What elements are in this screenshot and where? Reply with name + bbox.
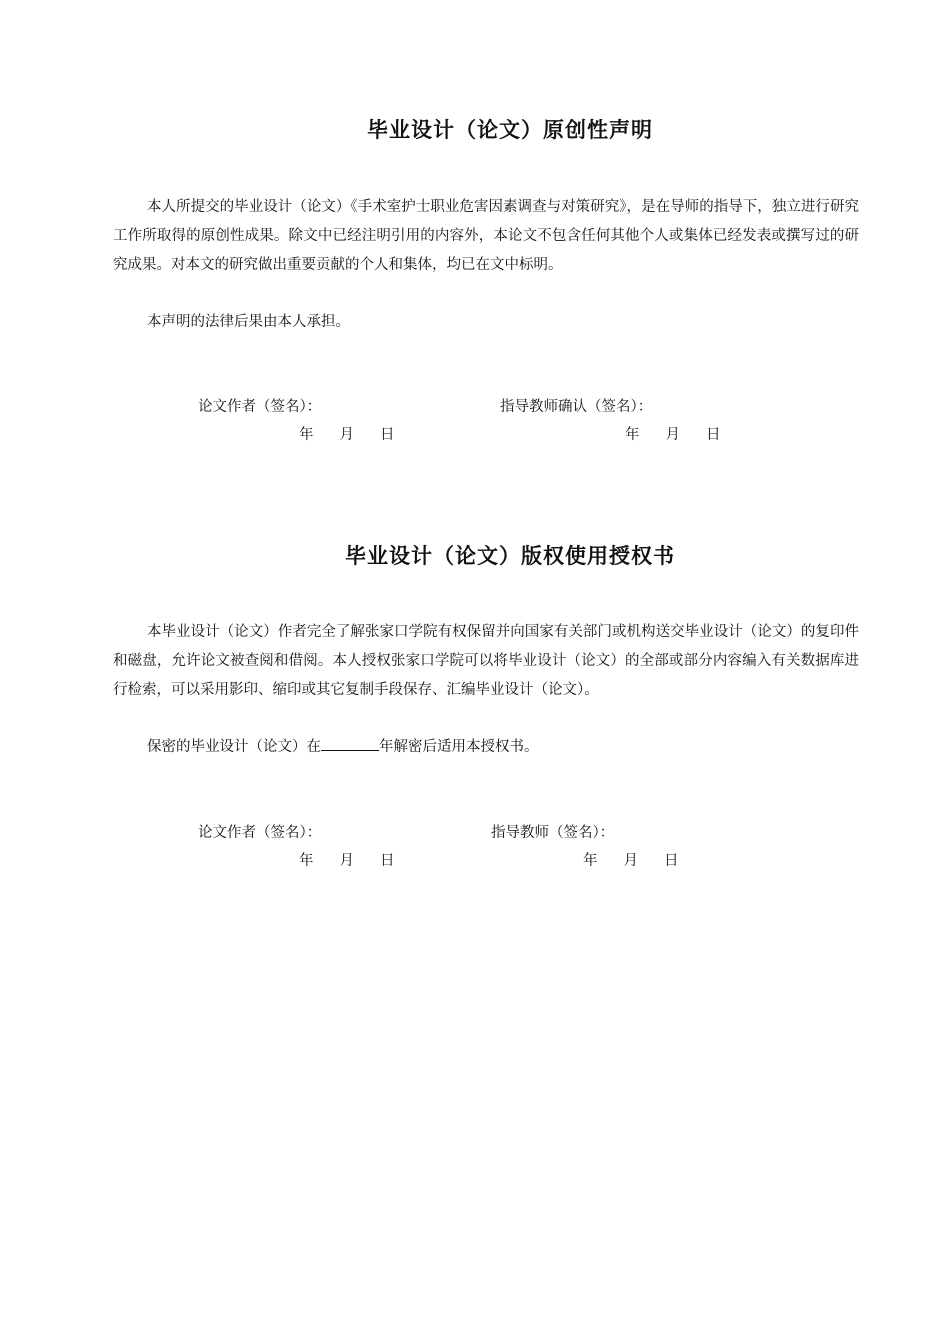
- date-year-label: 年: [299, 427, 314, 443]
- originality-paragraph-2: 本声明的法律后果由本人承担。: [147, 314, 350, 330]
- originality-title: 毕业设计（论文）原创性声明: [367, 118, 653, 142]
- date-year-label: 年: [299, 853, 314, 869]
- date-day-label: 日: [380, 427, 395, 443]
- date-day-label: 日: [706, 427, 721, 443]
- copyright-paragraph-2: [113, 733, 859, 762]
- copyright-teacher-signature-label: 指导教师（签名）：: [491, 825, 615, 841]
- date-day-label: 日: [380, 853, 395, 869]
- copyright-paragraph-1: 本毕业设计（论文）作者完全了解张家口学院有权保留并向国家有关部门或机构送交毕业设计（论文）的复印件和磁盘，允许论文被查阅和借阅。本人授权张家口学院可以将毕业设计（论文）的全部或部分内容编入有关数据库进行检索，可以采用影印、缩印或其它复制手段保存、汇编毕业设计（论文）。: [113, 624, 859, 698]
- date-month-label: 月: [339, 853, 354, 869]
- originality-author-signature-label: 论文作者（签名）：: [198, 399, 322, 415]
- originality-teacher-signature-label: 指导教师确认（签名）：: [500, 399, 653, 415]
- date-month-label: 月: [623, 853, 638, 869]
- copyright-paragraph-2-after: 年解密后适用本授权书。: [379, 739, 539, 755]
- originality-paragraph-1: 本人所提交的毕业设计（论文）《手术室护士职业危害因素调查与对策研究》，是在导师的指导下，独立进行研究工作所取得的原创性成果。除文中已经注明引用的内容外，本论文不包含任何其他个人或集体已经发表或撰写过的研究成果。对本文的研究做出重要贡献的个人和集体，均已在文中标明。: [113, 199, 859, 273]
- date-year-label: 年: [583, 853, 598, 869]
- originality-teacher-date: [625, 425, 721, 445]
- years-blank-line: [321, 736, 379, 751]
- date-year-label: 年: [625, 427, 640, 443]
- copyright-title: 毕业设计（论文）版权使用授权书: [345, 544, 675, 568]
- date-month-label: 月: [665, 427, 680, 443]
- originality-author-date: [299, 425, 395, 445]
- copyright-teacher-date: [583, 851, 679, 871]
- date-day-label: 日: [664, 853, 679, 869]
- copyright-paragraph-2-before: 保密的毕业设计（论文）在: [147, 739, 321, 755]
- copyright-author-signature-label: 论文作者（签名）：: [198, 825, 322, 841]
- copyright-author-date: [299, 851, 395, 871]
- date-month-label: 月: [339, 427, 354, 443]
